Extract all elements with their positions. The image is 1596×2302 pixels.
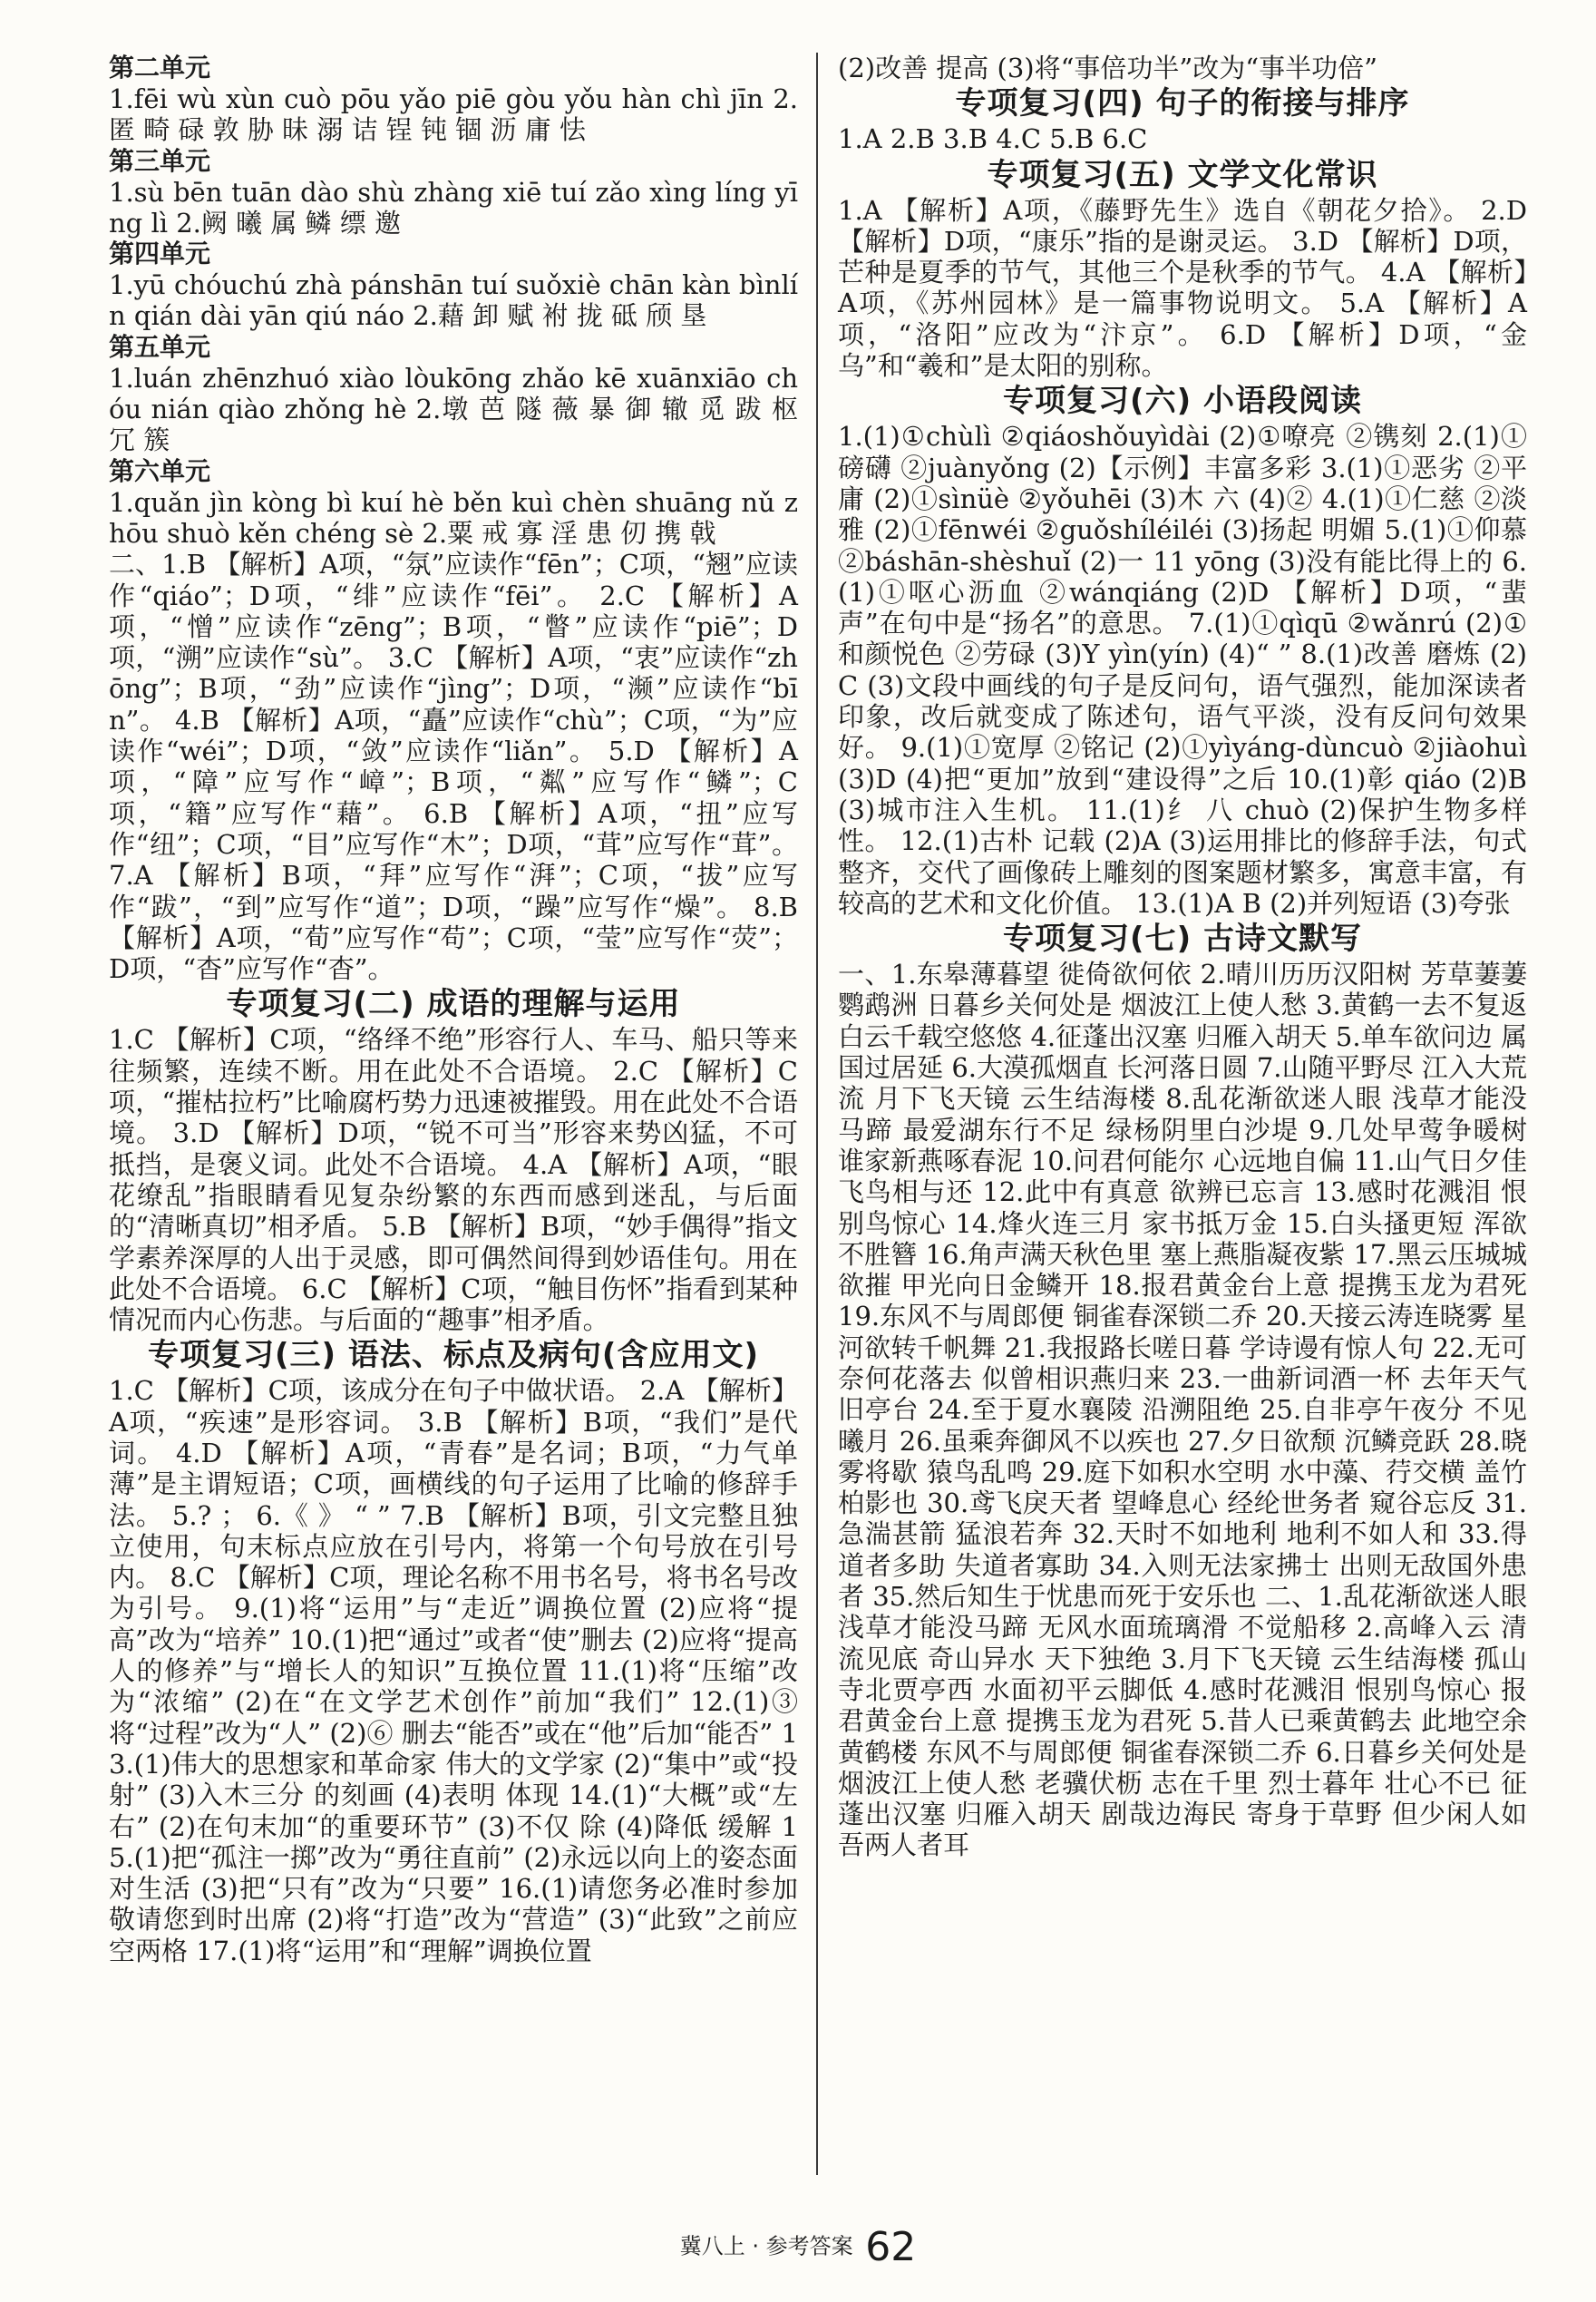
left-column (109, 53, 798, 1966)
page-footer (0, 2224, 1596, 2270)
page-number: 62 (865, 2224, 917, 2270)
answer-text: 1.(1)①chùlì ②qiáoshǒuyìdài (2)①嘹亮 ②镌刻 2.(1)①磅礴 ②juànyǒng (2)【示例】丰富多彩 3.(1)①恶劣 ②平庸 (2)①sìnüè ②yǒuhēi (3)木 六 (4)② 4.(1)①仁慈 ②淡雅 (2)①fēnwéi ②guǒshíléiléi (3)扬起 明媚 5.(1)①仰慕 ②báshān-shèshuǐ (2)一 11 yōng (3)没有能比得上的 6.(1)①呕心沥血 ②wánqiáng (2)D 【解析】D项，“蜚声”在句中是“扬名”的意思。 7.(1)①qìqū ②wǎnrú (2)①和颜悦色 ②劳碌 (3)Y yìn(yín) (4)“ ” 8.(1)改善 磨炼 (2)C (3)文段中画线的句子是反问句，语气强烈，能加深读者印象，改后就变成了陈述句，语气平淡，没有反问句效果好。 9.(1)①宽厚 ②铭记 (2)①yìyáng-dùncuò ②jiàohuì (3)D (4)把“更加”放到“建设得”之后 10.(1)彰 qiáo (2)B (3)城市注入生机。 11.(1)纟 八 chuò (2)保护生物多样性。 12.(1)古朴 记载 (2)A (3)运用排比的修辞手法，句式整齐，交代了画像砖上雕刻的图案题材繁多，寓意丰富，有较高的艺术和文化价值。 13.(1)A B (2)并列短语 (3)夸张 (838, 421, 1527, 919)
unit-heading: 第六单元 (109, 455, 211, 486)
answer-text: 1.luán zhēnzhuó xiào lòukōng zhǎo kē xuānxiāo chóu nián qiào zhǒng hè 2.墩 芭 隧 薇 暴 御 辙 觅 跋 枢 冗 簇 (109, 362, 798, 456)
answer-text: 1.A 【解析】A项，《藤野先生》选自《朝花夕拾》。 2.D 【解析】D项，“康乐”指的是谢灵运。 3.D 【解析】D项，芒种是夏季的节气，其他三个是秋季的节气。 4.A 【解析】A项，《苏州园林》是一篇事物说明文。 5.A 【解析】A项，“洛阳”应改为“汴京”。 6.D 【解析】D项，“金乌”和“羲和”是太阳的别称。 (838, 194, 1527, 382)
answer-text: 1.C 【解析】C项，“络绎不绝”形容行人、车马、船只等来往频繁，连续不断。用在此处不合语境。 2.C 【解析】C项，“摧枯拉朽”比喻腐朽势力迅速被摧毁。用在此处不合语境。 3.D 【解析】D项，“锐不可当”形容来势凶猛，不可抵挡，是褒义词。此处不合语境。 4.A 【解析】A项，“眼花缭乱”指眼睛看见复杂纷繁的东西而感到迷乱，与后面的“清晰真切”相矛盾。 5.B 【解析】B项，“妙手偶得”指文学素养深厚的人出于灵感，即可偶然间得到妙语佳句。用在此处不合语境。 6.C 【解析】C项，“触目伤怀”指看到某种情况而内心伤悲。与后面的“趣事”相矛盾。 (109, 1024, 798, 1336)
section-heading: 专项复习(二) 成语的理解与运用 (226, 986, 681, 1023)
answer-text: 1.fēi wù xùn cuò pōu yǎo piē gòu yǒu hàn chì jīn 2.匿 畸 碌 敦 胁 昧 溺 诘 锃 钝 锢 沥 庸 怯 (109, 83, 798, 146)
answer-text: 1.sù bēn tuān dào shù zhàng xiē tuí zǎo xìng líng yīng lì 2.阙 曦 属 鳞 缥 邀 (109, 176, 798, 239)
answer-text: 二、1.B 【解析】A项，“氛”应读作“fēn”；C项，“翘”应读作“qiáo”；D项，“绯”应读作“fēi”。 2.C 【解析】A项，“憎”应读作“zēng”；B项，“瞥”应读作“piē”；D项，“溯”应读作“sù”。 3.C 【解析】A项，“衷”应读作“zhōng”；B项，“劲”应读作“jìng”；D项，“濒”应读作“bīn”。 4.B 【解析】A项，“矗”应读作“chù”；C项，“为”应读作“wéi”；D项，“敛”应读作“liǎn”。 5.D 【解析】A项，“障”应写作“嶂”；B项，“粼”应写作“鳞”；C项，“籍”应写作“藉”。 6.B 【解析】A项，“扭”应写作“纽”；C项，“目”应写作“木”；D项，“茸”应写作“茸”。 7.A 【解析】B项，“拜”应写作“湃”；C项，“拔”应写作“跋”，“到”应写作“道”；D项，“躁”应写作“燥”。 8.B 【解析】A项，“荀”应写作“苟”；C项，“莹”应写作“荧”；D项，“杳”应写作“杳”。 (109, 549, 798, 985)
answer-text: 一、1.东皋薄暮望 徙倚欲何依 2.晴川历历汉阳树 芳草萋萋鹦鹉洲 日暮乡关何处是 烟波江上使人愁 3.黄鹤一去不复返 白云千载空悠悠 4.征蓬出汉塞 归雁入胡天 5.单车欲问边 属国过居延 6.大漠孤烟直 长河落日圆 7.山随平野尽 江入大荒流 月下飞天镜 云生结海楼 8.乱花渐欲迷人眼 浅草才能没马蹄 最爱湖东行不足 绿杨阴里白沙堤 9.几处早莺争暖树 谁家新燕啄春泥 10.问君何能尔 心远地自偏 11.山气日夕佳 飞鸟相与还 12.此中有真意 欲辨已忘言 13.感时花溅泪 恨别鸟惊心 14.烽火连三月 家书抵万金 15.白头搔更短 浑欲不胜簪 16.角声满天秋色里 塞上燕脂凝夜紫 17.黑云压城城欲摧 甲光向日金鳞开 18.报君黄金台上意 提携玉龙为君死 19.东风不与周郎便 铜雀春深锁二乔 20.天接云涛连晓雾 星河欲转千帆舞 21.我报路长嗟日暮 学诗谩有惊人句 22.无可奈何花落去 似曾相识燕归来 23.一曲新词酒一杯 去年天气旧亭台 24.至于夏水襄陵 沿溯阻绝 25.自非亭午夜分 不见曦月 26.虽乘奔御风不以疾也 27.夕日欲颓 沉鳞竞跃 28.晓雾将歇 猿鸟乱鸣 29.庭下如积水空明 水中藻、荇交横 盖竹柏影也 30.鸢飞戾天者 望峰息心 经纶世务者 窥谷忘反 31.急湍甚箭 猛浪若奔 32.天时不如地利 地利不如人和 33.得道者多助 失道者寡助 34.入则无法家拂士 出则无敌国外患者 35.然后知生于忧患而死于安乐也 二、1.乱花渐欲迷人眼 浅草才能没马蹄 无风水面琉璃滑 不觉船移 2.高峰入云 清流见底 奇山异水 天下独绝 3.月下飞天镜 云生结海楼 孤山寺北贾亭西 水面初平云脚低 4.感时花溅泪 恨别鸟惊心 报君黄金台上意 提携玉龙为君死 5.昔人已乘黄鹤去 此地空余黄鹤楼 东风不与周郎便 铜雀春深锁二乔 6.日暮乡关何处是 烟波江上使人愁 老骥伏枥 志在千里 烈士暮年 壮心不已 征蓬出汉塞 归雁入胡天 剧哉边海民 寄身于草野 但少闲人如吾两人者耳 (838, 959, 1527, 1861)
section-heading: 专项复习(七) 古诗文默写 (1003, 921, 1362, 958)
unit-heading: 第二单元 (109, 53, 211, 83)
footer-label: 冀八上 · 参考答案 (679, 2233, 853, 2259)
answer-text: 1.yū chóuchú zhà pánshān tuí suǒxiè chān kàn bìnlín qián dài yān qiú náo 2.藉 卸 赋 袝 拢 砥 颀 垦 (109, 269, 798, 332)
right-column (838, 53, 1527, 1861)
column-divider (816, 53, 818, 2175)
answer-text: (2)改善 提高 (3)将“事倍功半”改为“事半功倍” (838, 53, 1377, 83)
answer-text: 1.C 【解析】C项，该成分在句子中做状语。 2.A 【解析】A项，“疾速”是形容词。 3.B 【解析】B项，“我们”是代词。 4.D 【解析】A项，“青春”是名词；B项，“力气单薄”是主谓短语；C项，画横线的句子运用了比喻的修辞手法。 5.? ； 6.《 》 “ ” 7.B 【解析】B项，引文完整且独立使用，句末标点应放在引号内，将第一个句号放在引号内。 8.C 【解析】C项，理论名称不用书名号，将书名号改为引号。 9.(1)将“运用”与“走近”调换位置 (2)应将“提高”改为“培养” 10.(1)把“通过”或者“使”删去 (2)应将“提高人的修养”与“增长人的知识”互换位置 11.(1)将“压缩”改为“浓缩” (2)在“在文学艺术创作”前加“我们” 12.(1)③ 将“过程”改为“人” (2)⑥ 删去“能否”或在“他”后加“能否” 13.(1)伟大的思想家和革命家 伟大的文学家 (2)“集中”或“投射” (3)入木三分 的刻画 (4)表明 体现 14.(1)“大概”或“左右” (2)在句末加“的重要环节” (3)不仅 除 (4)降低 缓解 15.(1)把“孤注一掷”改为“勇往直前” (2)永远以向上的姿态面对生活 (3)把“只有”改为“只要” 16.(1)请您务必准时参加 敬请您到时出席 (2)将“打造”改为“营造” (3)“此致”之前应空两格 17.(1)将“运用”和“理解”调换位置 (109, 1375, 798, 1966)
unit-heading: 第五单元 (109, 331, 211, 362)
section-heading: 专项复习(四) 句子的衔接与排序 (955, 85, 1410, 122)
answer-text: 1.quǎn jìn kòng bì kuí hè běn kuì chèn shuāng nǔ zhōu shuò kěn chéng sè 2.粟 戒 寡 淫 患 仞 携 戟 (109, 486, 798, 549)
unit-heading: 第三单元 (109, 145, 211, 176)
section-heading: 专项复习(五) 文学文化常识 (987, 156, 1378, 193)
answer-text: 1.A 2.B 3.B 4.C 5.B 6.C (838, 123, 1148, 155)
unit-heading: 第四单元 (109, 239, 211, 269)
section-heading: 专项复习(六) 小语段阅读 (1003, 383, 1362, 420)
section-heading: 专项复习(三) 语法、标点及病句(含应用文) (148, 1337, 759, 1374)
